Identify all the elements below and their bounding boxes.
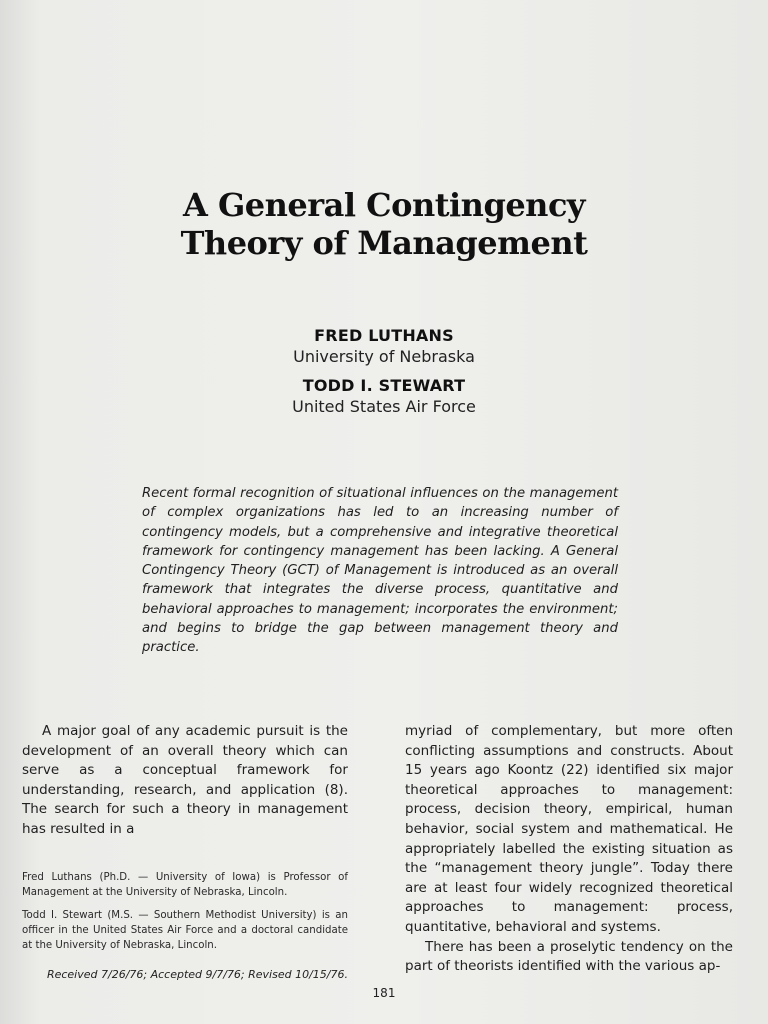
body-paragraph-right-1: myriad of complementary, but more often conflicting assumptions and constructs. About 15 years ago Koontz (22) identified six major theoretical approaches to management: process, decision theory, empirical, human behavior, social system and mathematical. He appropriately labelled the existing situation as the “management theory jungle”. Today there are at least four widely recognized theoretical approaches to management: process, quantitative, behavioral and systems. xyxy=(405,723,733,935)
author-2-affiliation: United States Air Force xyxy=(292,397,476,416)
left-column xyxy=(22,722,348,982)
body-paragraph-left: A major goal of any academic pursuit is the development of an overall theory which can serve as a conceptual framework for understanding, research, and application (8). The search for such a theory in management has resulted in a xyxy=(22,723,348,837)
author-block xyxy=(0,326,768,426)
abstract: Recent formal recognition of situational influences on the management of complex organizations has led to an increasing number of contingency models, but a comprehensive and integrative theoretical framework for contingency management has been lacking. A General Contingency Theory (GCT) of Management is introduced as an overall framework that integrates the diverse process, quantitative and behavioral approaches to management; incorporates the environment; and begins to bridge the gap between management theory and practice. xyxy=(142,486,618,656)
footnote-stewart: Todd I. Stewart (M.S. — Southern Methodist University) is an officer in the United States Air Force and a doctoral candidate at the University of Nebraska, Lincoln. xyxy=(22,909,348,951)
body-paragraph-right-2: There has been a proselytic tendency on the part of theorists identified with the various ap- xyxy=(405,938,733,975)
author-1-name: FRED LUTHANS xyxy=(314,326,454,345)
author-2-name: TODD I. STEWART xyxy=(302,376,466,395)
article-title xyxy=(0,186,768,262)
received-dates: Received 7/26/76; Accepted 9/7/76; Revised 10/15/76. xyxy=(46,967,348,981)
right-column xyxy=(405,722,733,977)
page-number: 181 xyxy=(372,986,396,1000)
title-line-1: A General Contingency xyxy=(182,186,586,224)
footnotes xyxy=(22,870,348,953)
title-line-2: Theory of Management xyxy=(180,224,588,262)
footnote-luthans: Fred Luthans (Ph.D. — University of Iowa) is Professor of Management at the University of Nebraska, Lincoln. xyxy=(22,871,348,898)
author-1-affiliation: University of Nebraska xyxy=(293,347,475,366)
